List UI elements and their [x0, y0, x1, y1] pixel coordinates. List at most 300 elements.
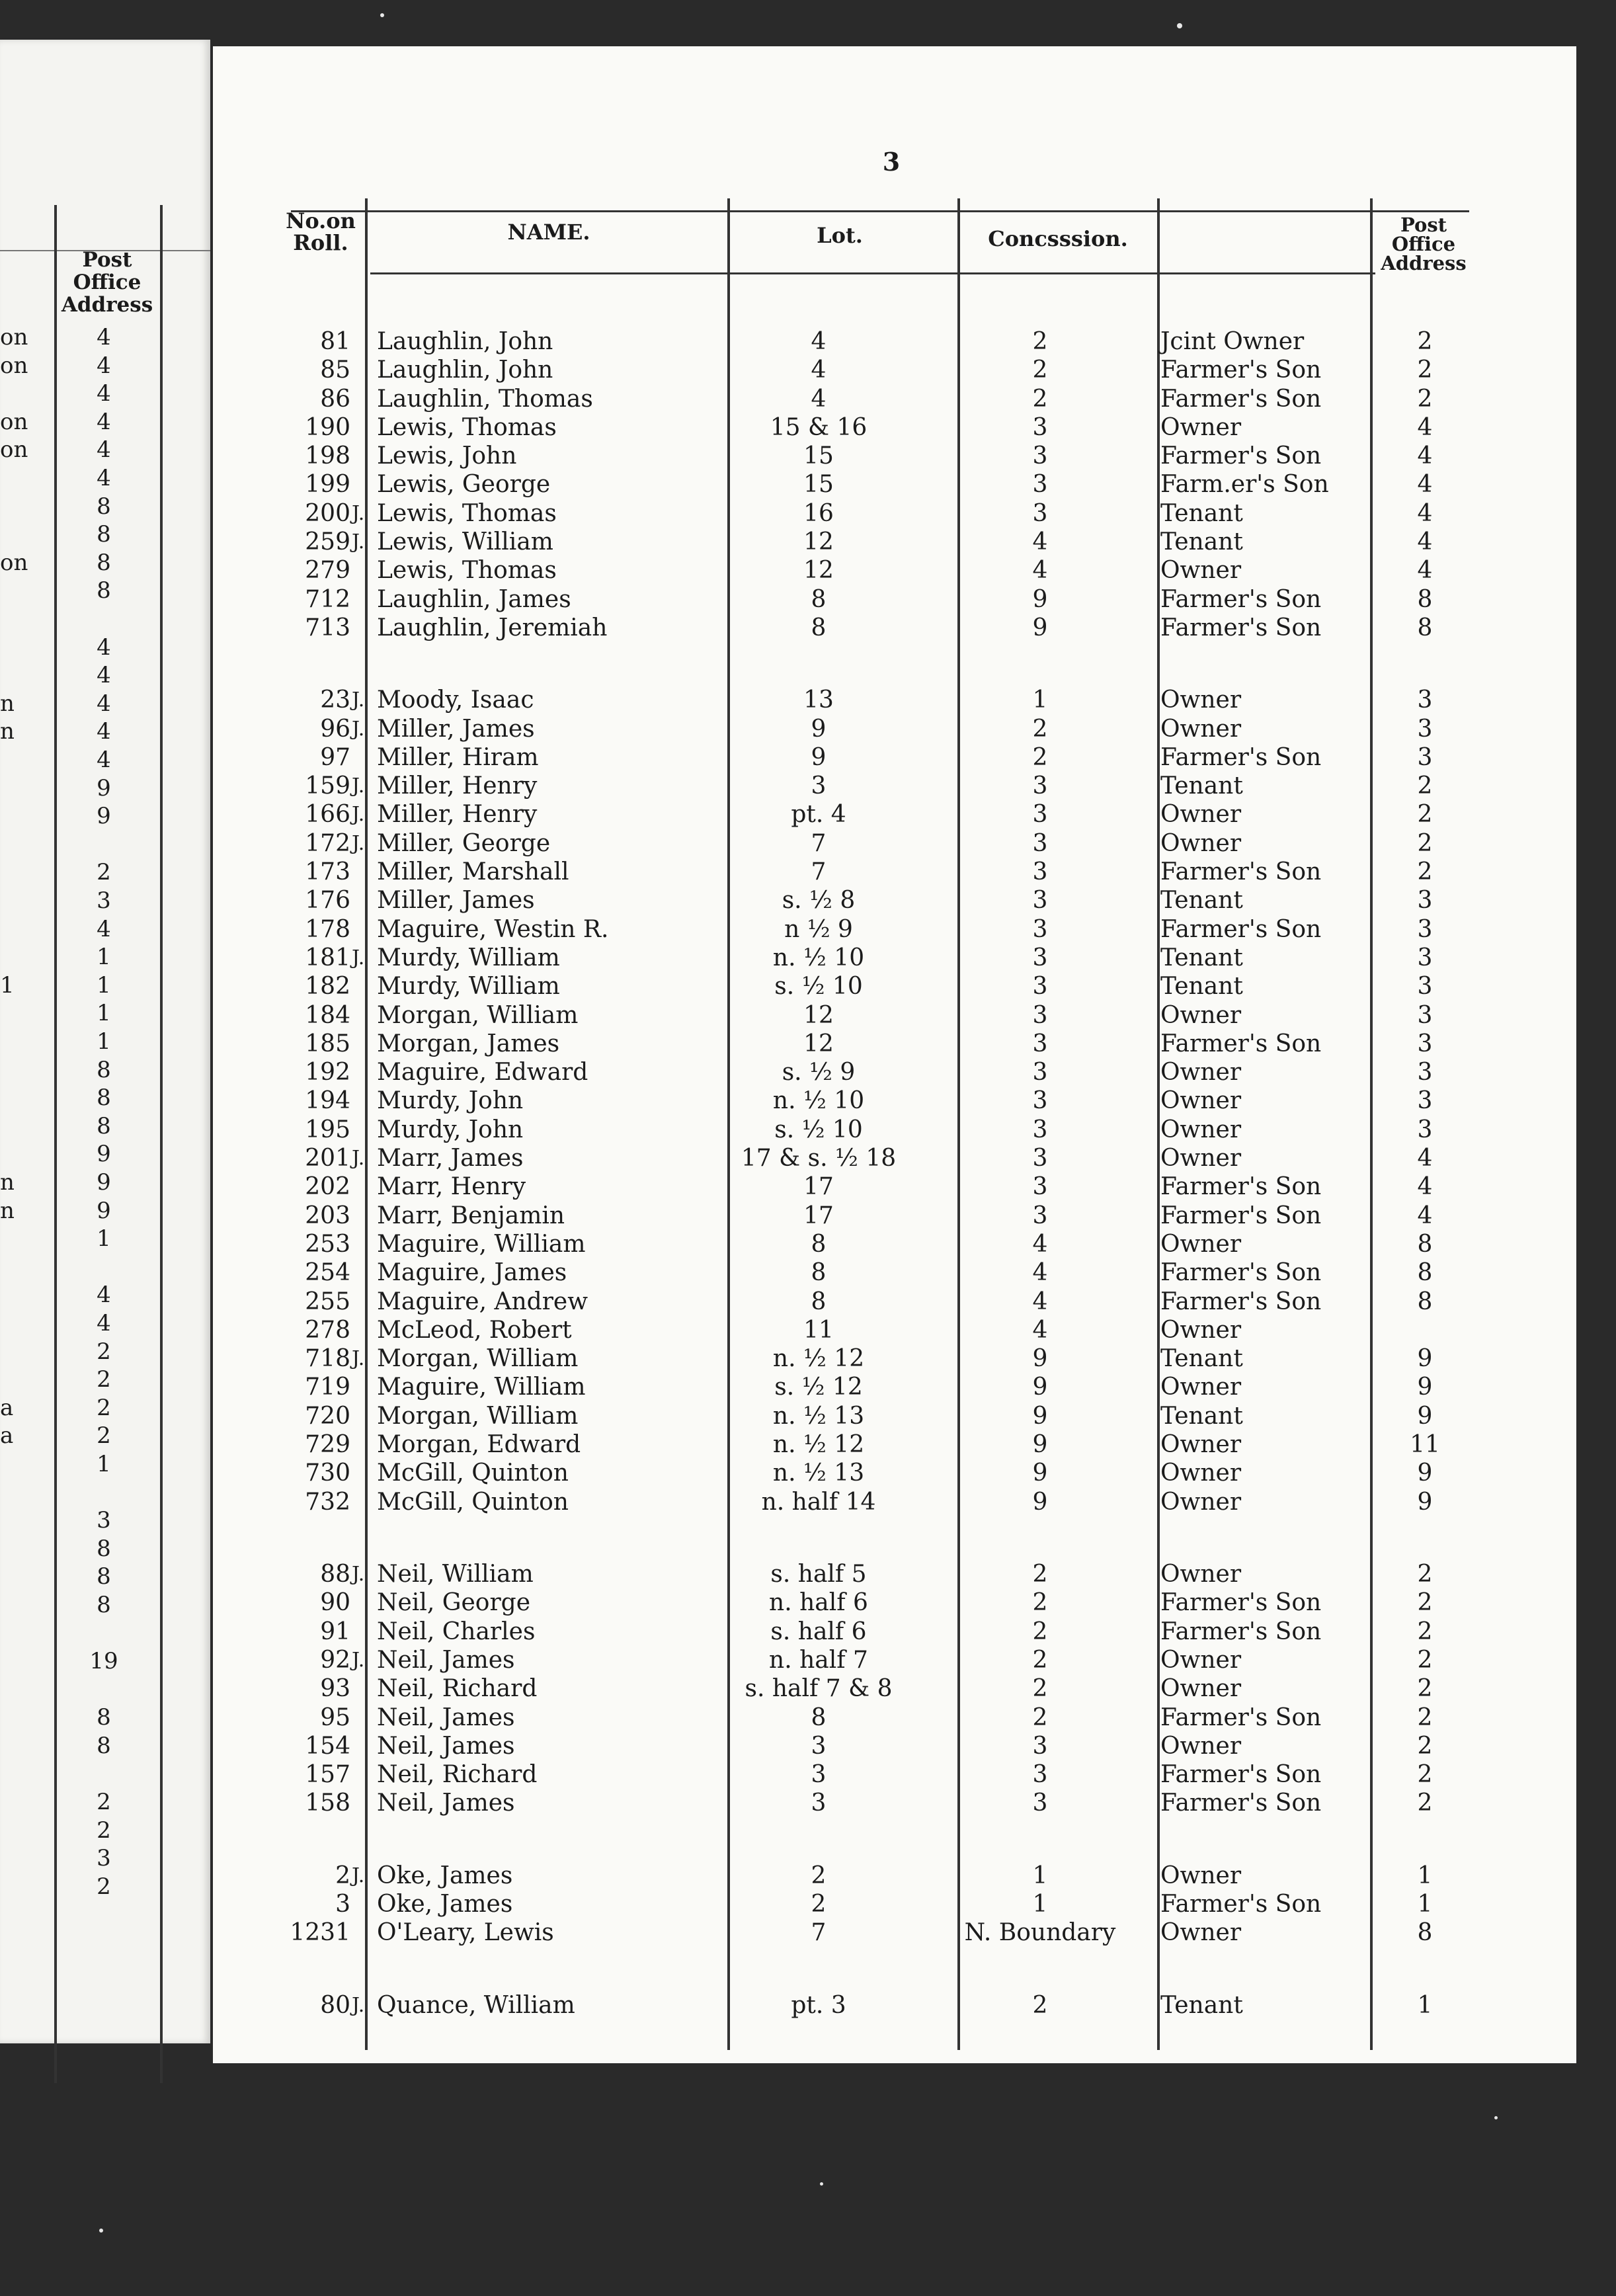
elector-name: Neil, Richard [377, 1761, 538, 1788]
left-post-office-number: 2 [97, 1395, 111, 1421]
roll-number: 159 [305, 772, 350, 800]
lot-number: 4 [811, 328, 827, 355]
table-row [0, 1316, 1576, 1344]
left-post-office-number: 8 [97, 521, 111, 548]
table-row [0, 1288, 1576, 1316]
concession: 3 [1032, 1087, 1048, 1114]
status: Owner [1160, 1489, 1242, 1516]
left-post-office-number: 2 [97, 859, 111, 885]
lot-number: 8 [811, 1704, 827, 1731]
left-post-office-number: 4 [97, 690, 111, 717]
lot-number: s. half 7 & 8 [745, 1675, 893, 1702]
roll-number: 200 [305, 500, 350, 527]
header-concession: Concsssion. [988, 226, 1128, 251]
elector-name: Miller, Marshall [377, 858, 569, 885]
post-office-address: 3 [1417, 1030, 1433, 1057]
concession: 4 [1032, 557, 1048, 584]
table-row [0, 614, 1576, 642]
roll-number: 278 [305, 1317, 350, 1344]
status: Tenant [1160, 887, 1243, 914]
lot-number: 11 [803, 1317, 834, 1344]
left-post-office-number: 9 [97, 1141, 111, 1167]
page-number: 3 [882, 147, 901, 177]
status: Tenant [1160, 500, 1243, 527]
post-office-address: 2 [1417, 356, 1433, 384]
left-post-office-number: 8 [97, 1113, 111, 1139]
concession: 1 [1032, 1891, 1048, 1918]
elector-name: O'Leary, Lewis [377, 1919, 554, 1946]
juror-mark: J. [352, 832, 365, 855]
lot-number: 4 [811, 356, 827, 384]
table-row [0, 327, 1576, 356]
lot-number: 17 [803, 1202, 834, 1229]
table-row [0, 1890, 1576, 1918]
lot-number: s. half 5 [770, 1561, 867, 1588]
table-row [0, 1058, 1576, 1086]
left-text-fragment: on [0, 550, 28, 576]
left-text-fragment: n [0, 690, 15, 717]
post-office-address: 4 [1417, 471, 1433, 498]
post-office-address: 2 [1417, 858, 1433, 885]
juror-mark: J. [352, 1347, 365, 1370]
header-lot: Lot. [817, 223, 863, 248]
concession: 2 [1032, 1589, 1048, 1616]
left-text-fragment: on [0, 409, 28, 435]
elector-name: Maguire, Westin R. [377, 916, 609, 943]
elector-name: Laughlin, Jeremiah [377, 614, 608, 641]
lot-number: 12 [803, 528, 834, 555]
lot-number: 7 [811, 858, 827, 885]
roll-number: 92 [320, 1647, 350, 1674]
roll-number: 184 [305, 1002, 350, 1029]
post-office-address: 2 [1417, 1761, 1433, 1788]
left-post-office-number: 8 [97, 1733, 111, 1759]
status: Farmer's Son [1160, 744, 1322, 771]
post-office-address: 2 [1417, 772, 1433, 800]
concession: 2 [1032, 1618, 1048, 1645]
lot-number: 3 [811, 772, 827, 800]
elector-name: Morgan, James [377, 1030, 560, 1057]
left-post-office-number: 4 [97, 1282, 111, 1308]
post-office-address: 9 [1417, 1374, 1433, 1401]
status: Farmer's Son [1160, 1704, 1322, 1731]
table-row [0, 1732, 1576, 1760]
left-post-office-number: 1 [97, 1451, 111, 1477]
lot-number: 15 [803, 471, 834, 498]
lot-number: n. ½ 10 [772, 1087, 865, 1114]
elector-name: Miller, Henry [377, 772, 538, 800]
post-office-address: 4 [1417, 500, 1433, 527]
concession: 9 [1032, 1459, 1048, 1487]
post-office-address: 9 [1417, 1459, 1433, 1487]
lot-number: 15 & 16 [770, 414, 868, 441]
concession: 9 [1032, 1489, 1048, 1516]
concession: 3 [1032, 772, 1048, 800]
left-post-office-number: 2 [97, 1789, 111, 1815]
roll-number: 259 [305, 528, 350, 555]
elector-name: Neil, William [377, 1561, 534, 1588]
left-post-office-number: 9 [97, 775, 111, 801]
status: Farmer's Son [1160, 1891, 1322, 1918]
elector-name: Marr, Benjamin [377, 1202, 565, 1229]
post-office-address: 2 [1417, 328, 1433, 355]
status: Owner [1160, 830, 1242, 857]
table-row [0, 585, 1576, 614]
header-bottom-rule [370, 272, 1375, 274]
concession: 3 [1032, 916, 1048, 943]
post-office-address: 3 [1417, 916, 1433, 943]
status: Tenant [1160, 1403, 1243, 1430]
lot-number: s. ½ 12 [774, 1374, 863, 1401]
table-row [0, 1674, 1576, 1703]
lot-number: s. ½ 10 [774, 973, 863, 1000]
concession: 2 [1032, 1704, 1048, 1731]
post-office-address: 3 [1417, 716, 1433, 743]
status: Farmer's Son [1160, 614, 1322, 641]
post-office-address: 11 [1410, 1431, 1440, 1458]
table-row [0, 1618, 1576, 1646]
table-row [0, 1918, 1576, 1947]
table-row [0, 1760, 1576, 1789]
elector-name: Neil, James [377, 1704, 515, 1731]
lot-number: 8 [811, 614, 827, 641]
roll-number: 81 [320, 328, 350, 355]
table-row [0, 1086, 1576, 1115]
concession: 3 [1032, 471, 1048, 498]
elector-name: McGill, Quinton [377, 1489, 569, 1516]
post-office-address: 2 [1417, 386, 1433, 413]
elector-name: Quance, William [377, 1992, 575, 2019]
elector-name: Oke, James [377, 1891, 513, 1918]
post-office-address: 8 [1417, 1259, 1433, 1286]
table-row [0, 1430, 1576, 1459]
post-office-address: 3 [1417, 973, 1433, 1000]
roll-number: 181 [305, 944, 350, 971]
status: Farmer's Son [1160, 386, 1322, 413]
left-post-office-number: 9 [97, 1169, 111, 1196]
table-row [0, 743, 1576, 772]
post-office-address: 4 [1417, 442, 1433, 470]
concession: 3 [1032, 1059, 1048, 1086]
left-page-row [0, 1817, 210, 1845]
table-row [0, 1488, 1576, 1516]
status: Owner [1160, 557, 1242, 584]
juror-mark: J. [352, 1563, 365, 1586]
juror-mark: J. [352, 1649, 365, 1672]
table-row [0, 1459, 1576, 1487]
concession: 3 [1032, 1733, 1048, 1760]
lot-number: 9 [811, 744, 827, 771]
concession: 2 [1032, 716, 1048, 743]
lot-number: n. half 7 [769, 1647, 868, 1674]
roll-number: 199 [305, 471, 350, 498]
juror-mark: J. [352, 774, 365, 798]
lot-number: 12 [803, 1030, 834, 1057]
status: Farmer's Son [1160, 858, 1322, 885]
post-office-address: 2 [1417, 1704, 1433, 1731]
status: Farmer's Son [1160, 916, 1322, 943]
elector-name: Lewis, William [377, 528, 553, 555]
elector-name: Lewis, Thomas [377, 557, 557, 584]
status: Owner [1160, 1116, 1242, 1143]
lot-number: 2 [811, 1862, 827, 1889]
status: Farmer's Son [1160, 1761, 1322, 1788]
concession: 3 [1032, 1002, 1048, 1029]
status: Farmer's Son [1160, 1789, 1322, 1817]
roll-number: 730 [305, 1459, 350, 1487]
roll-number: 719 [305, 1374, 350, 1401]
roll-number: 158 [305, 1789, 350, 1817]
concession: 3 [1032, 944, 1048, 971]
left-post-office-number: 9 [97, 803, 111, 829]
juror-mark: J. [352, 502, 365, 525]
roll-number: 90 [320, 1589, 350, 1616]
lot-number: n. ½ 13 [772, 1459, 865, 1487]
concession: 3 [1032, 887, 1048, 914]
table-row [0, 1172, 1576, 1201]
header-no-on-roll: No.on Roll. [286, 208, 356, 255]
roll-number: 732 [305, 1489, 350, 1516]
table-row [0, 1991, 1576, 2020]
elector-name: Miller, Henry [377, 801, 538, 828]
post-office-address: 2 [1417, 1789, 1433, 1817]
status: Farmer's Son [1160, 356, 1322, 384]
post-office-address: 2 [1417, 1733, 1433, 1760]
left-post-office-number: 1 [97, 1000, 111, 1026]
status: Farmer's Son [1160, 1030, 1322, 1057]
concession: 3 [1032, 1116, 1048, 1143]
concession: 1 [1032, 686, 1048, 714]
roll-number: 712 [305, 586, 350, 613]
left-post-office-number: 1 [97, 944, 111, 970]
concession: 3 [1032, 1761, 1048, 1788]
table-row [0, 858, 1576, 886]
header-top-rule [291, 210, 1469, 212]
elector-name: Lewis, John [377, 442, 517, 470]
lot-number: 3 [811, 1789, 827, 1817]
status: Owner [1160, 1145, 1242, 1172]
left-text-fragment: on [0, 324, 28, 350]
status: Farmer's Son [1160, 1618, 1322, 1645]
status: Owner [1160, 1374, 1242, 1401]
table-row [0, 1030, 1576, 1058]
concession: 2 [1032, 1675, 1048, 1702]
roll-number: 195 [305, 1116, 350, 1143]
scan-speck [380, 13, 384, 17]
lot-number: 17 & s. ½ 18 [741, 1145, 897, 1172]
table-row [0, 1560, 1576, 1588]
roll-number: 185 [305, 1030, 350, 1057]
left-post-office-number: 4 [97, 324, 111, 350]
concession: N. Boundary [964, 1919, 1116, 1946]
roll-number: 172 [305, 830, 350, 857]
lot-number: 8 [811, 1288, 827, 1315]
status: Tenant [1160, 772, 1243, 800]
status: Owner [1160, 1059, 1242, 1086]
roll-number: 1231 [290, 1919, 350, 1946]
post-office-address: 2 [1417, 1589, 1433, 1616]
roll-number: 253 [305, 1231, 350, 1258]
elector-name: Lewis, Thomas [377, 414, 557, 441]
roll-number: 279 [305, 557, 350, 584]
elector-name: Miller, George [377, 830, 551, 857]
roll-number: 192 [305, 1059, 350, 1086]
roll-number: 176 [305, 887, 350, 914]
lot-number: 9 [811, 716, 827, 743]
left-text-fragment: n [0, 1198, 15, 1224]
table-row [0, 1144, 1576, 1172]
lot-number: 12 [803, 557, 834, 584]
post-office-address: 3 [1417, 944, 1433, 971]
lot-number: 7 [811, 830, 827, 857]
status: Farmer's Son [1160, 1589, 1322, 1616]
left-post-office-number: 1 [97, 1028, 111, 1055]
post-office-address: 3 [1417, 1116, 1433, 1143]
elector-name: McLeod, Robert [377, 1317, 572, 1344]
status: Farmer's Son [1160, 1202, 1322, 1229]
status: Jcint Owner [1160, 328, 1305, 355]
scan-speck [99, 2229, 103, 2233]
status: Owner [1160, 1675, 1242, 1702]
status: Farmer's Son [1160, 1173, 1322, 1200]
concession: 3 [1032, 442, 1048, 470]
status: Tenant [1160, 1992, 1243, 2019]
juror-mark: J. [352, 688, 365, 712]
lot-number: 2 [811, 1891, 827, 1918]
elector-name: Lewis, George [377, 471, 551, 498]
lot-number: s. ½ 8 [782, 887, 856, 914]
left-post-office-number: 4 [97, 1310, 111, 1336]
table-row [0, 1862, 1576, 1890]
roll-number: 198 [305, 442, 350, 470]
juror-mark: J. [352, 1864, 365, 1887]
concession: 9 [1032, 614, 1048, 641]
roll-number: 95 [320, 1704, 350, 1731]
left-post-office-number: 8 [97, 550, 111, 576]
post-office-address: 8 [1417, 1919, 1433, 1946]
post-office-address: 3 [1417, 1087, 1433, 1114]
concession: 9 [1032, 1374, 1048, 1401]
left-post-office-number: 1 [97, 972, 111, 999]
roll-number: 97 [320, 744, 350, 771]
juror-mark: J. [352, 530, 365, 554]
lot-number: 3 [811, 1761, 827, 1788]
status: Owner [1160, 686, 1242, 714]
concession: 4 [1032, 1317, 1048, 1344]
left-post-office-number: 4 [97, 436, 111, 463]
header-name: NAME. [507, 220, 590, 245]
concession: 3 [1032, 1789, 1048, 1817]
post-office-address: 2 [1417, 1618, 1433, 1645]
roll-number: 182 [305, 973, 350, 1000]
roll-number: 255 [305, 1288, 350, 1315]
juror-mark: J. [352, 1994, 365, 2017]
left-post-office-number: 4 [97, 634, 111, 661]
roll-number: 154 [305, 1733, 350, 1760]
left-post-office-number: 8 [97, 493, 111, 520]
elector-name: Laughlin, John [377, 356, 553, 384]
lot-number: 4 [811, 386, 827, 413]
post-office-address: 8 [1417, 614, 1433, 641]
lot-number: n. ½ 10 [772, 944, 865, 971]
status: Tenant [1160, 1345, 1243, 1372]
status: Owner [1160, 1647, 1242, 1674]
lot-number: n. ½ 12 [772, 1431, 865, 1458]
post-office-address: 3 [1417, 887, 1433, 914]
concession: 2 [1032, 328, 1048, 355]
roll-number: 23 [320, 686, 350, 714]
table-row [0, 715, 1576, 743]
elector-name: Morgan, William [377, 1345, 579, 1372]
juror-mark: J. [352, 718, 365, 741]
status: Tenant [1160, 973, 1243, 1000]
left-post-office-number: 2 [97, 1817, 111, 1844]
elector-name: Murdy, William [377, 944, 560, 971]
elector-name: Neil, James [377, 1733, 515, 1760]
post-office-address: 9 [1417, 1403, 1433, 1430]
left-post-office-number: 8 [97, 1057, 111, 1083]
concession: 2 [1032, 744, 1048, 771]
status: Owner [1160, 1087, 1242, 1114]
roll-number: 729 [305, 1431, 350, 1458]
header-post-office: Post Office Address [1381, 214, 1467, 274]
concession: 3 [1032, 414, 1048, 441]
table-row [0, 1703, 1576, 1732]
scan-speck [820, 2182, 823, 2186]
juror-mark: J. [352, 946, 365, 969]
roll-number: 202 [305, 1173, 350, 1200]
lot-number: 7 [811, 1919, 827, 1946]
elector-name: Morgan, William [377, 1403, 579, 1430]
table-row [0, 1344, 1576, 1373]
left-post-office-number: 2 [97, 1366, 111, 1393]
concession: 2 [1032, 1992, 1048, 2019]
lot-number: 8 [811, 586, 827, 613]
roll-number: 720 [305, 1403, 350, 1430]
status: Farmer's Son [1160, 442, 1322, 470]
elector-name: Oke, James [377, 1862, 513, 1889]
juror-mark: J. [352, 803, 365, 826]
table-row [0, 1588, 1576, 1617]
table-row [0, 886, 1576, 915]
lot-number: 17 [803, 1173, 834, 1200]
table-row [0, 1116, 1576, 1144]
lot-number: n ½ 9 [784, 916, 853, 943]
lot-number: s. half 6 [770, 1618, 867, 1645]
elector-name: Moody, Isaac [377, 686, 534, 714]
left-text-fragment: a [0, 1422, 14, 1449]
left-text-fragment: n [0, 718, 15, 745]
post-office-address: 2 [1417, 830, 1433, 857]
elector-name: Marr, James [377, 1145, 524, 1172]
status: Owner [1160, 1231, 1242, 1258]
left-post-office-number: 4 [97, 409, 111, 435]
table-row [0, 528, 1576, 556]
roll-number: 80 [320, 1992, 350, 2019]
concession: 9 [1032, 586, 1048, 613]
table-row [0, 800, 1576, 829]
status: Owner [1160, 1002, 1242, 1029]
elector-name: Neil, James [377, 1789, 515, 1817]
status: Owner [1160, 1459, 1242, 1487]
post-office-address: 9 [1417, 1345, 1433, 1372]
left-post-office-number: 1 [97, 1225, 111, 1252]
status: Owner [1160, 1317, 1242, 1344]
roll-number: 718 [305, 1345, 350, 1372]
elector-name: Miller, James [377, 716, 535, 743]
left-post-office-number: 4 [97, 380, 111, 407]
concession: 2 [1032, 356, 1048, 384]
